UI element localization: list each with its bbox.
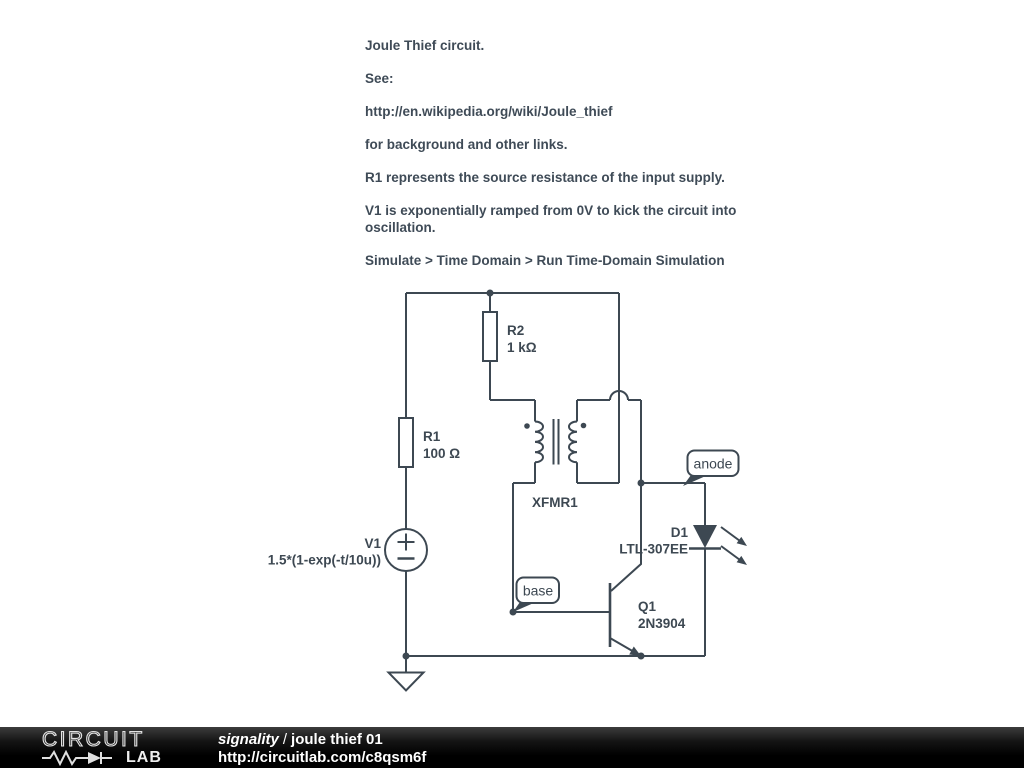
note-line-4: for background and other links. <box>365 137 568 152</box>
note-line-3-wikipedia-url: http://en.wikipedia.org/wiki/Joule_thief <box>365 104 613 119</box>
wire-emitter <box>610 638 632 651</box>
wire-right-vertical <box>577 293 619 483</box>
wire-secondary-jumper-hop <box>577 391 641 483</box>
junction-dot <box>487 290 494 297</box>
q1-value-label: 2N3904 <box>638 616 686 631</box>
v1-ref-label: V1 <box>364 536 381 551</box>
junction-dot <box>403 653 410 660</box>
note-line-6: V1 is exponentially ramped from 0V to kick the circuit into oscillation. <box>365 203 737 235</box>
base-flag-label: base <box>522 582 554 599</box>
junction-dot <box>638 480 645 487</box>
led-light-arrows-icon <box>721 527 747 565</box>
schematic-title: joule thief 01 <box>291 731 383 748</box>
junction-dot <box>638 653 645 660</box>
d1-ref-label: D1 <box>670 525 688 540</box>
note-line-1: Joule Thief circuit. <box>365 38 485 53</box>
v1-voltage-source <box>268 529 427 571</box>
base-flag <box>513 578 559 613</box>
circuitlab-logo[interactable] <box>42 730 182 766</box>
xfmr1-ref-label: XFMR1 <box>532 495 578 510</box>
r1-ref-label: R1 <box>423 429 441 444</box>
transformer-core <box>554 419 559 465</box>
footer-title-line <box>218 731 426 749</box>
anode-flag-label: anode <box>693 455 733 472</box>
note-line-5: R1 represents the source resistance of the input supply. <box>365 170 725 185</box>
r2-resistor <box>483 293 537 422</box>
primary-winding <box>535 422 543 463</box>
secondary-winding <box>569 422 577 463</box>
footer-info <box>218 731 426 766</box>
wire-anode-branch <box>641 483 705 525</box>
note-line-2: See: <box>365 71 394 86</box>
circuitlab-footer-bar <box>0 727 1024 768</box>
resistor-diode-icon <box>42 750 124 766</box>
anode-flag <box>683 451 739 487</box>
r2-ref-label: R2 <box>507 323 525 338</box>
ground-symbol <box>389 656 424 691</box>
wire-collector <box>611 483 641 591</box>
logo-lab-text: LAB <box>126 749 162 766</box>
r1-value-label: 100 Ω <box>423 446 461 461</box>
logo-circuit-text: CIRCUIT <box>42 728 145 751</box>
r1-resistor <box>399 418 460 467</box>
schematic-url-link[interactable]: http://circuitlab.com/c8qsm6f <box>218 748 427 766</box>
r2-value-label: 1 kΩ <box>507 340 537 355</box>
author-name: signality <box>218 731 279 748</box>
v1-value-label: 1.5*(1-exp(-t/10u)) <box>267 552 381 568</box>
q1-ref-label: Q1 <box>638 599 657 614</box>
separator: / <box>282 731 288 748</box>
led-triangle <box>693 525 717 548</box>
d1-value-label: LTL-307EE <box>619 541 688 557</box>
secondary-phase-dot <box>581 423 587 429</box>
primary-phase-dot <box>524 423 530 429</box>
note-line-7-simulate-hint: Simulate > Time Domain > Run Time-Domain Simulation <box>365 252 725 268</box>
